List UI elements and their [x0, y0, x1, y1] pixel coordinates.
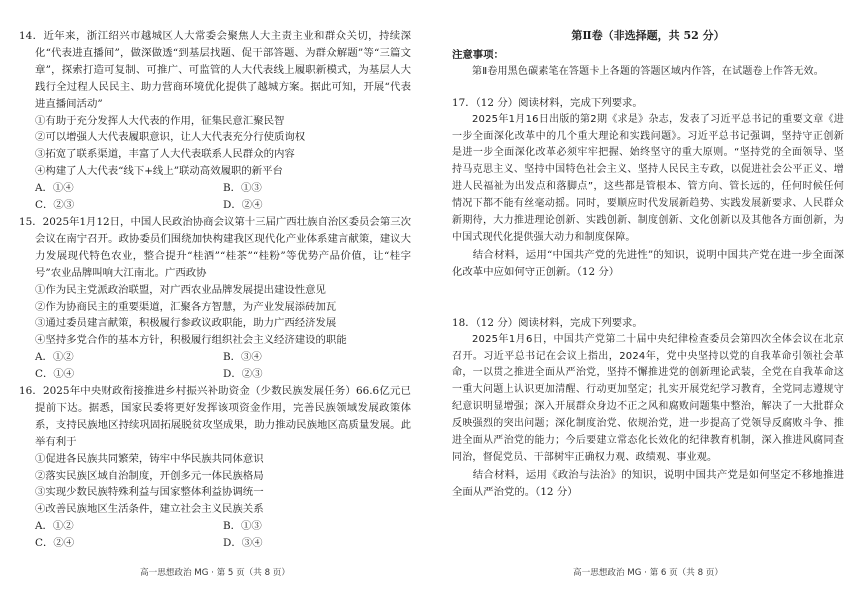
q16-options-row-1: [19, 518, 411, 535]
q14-option-b: B．①③: [223, 182, 262, 195]
q15-option-d: D．②③: [223, 368, 263, 381]
q18-question: 结合材料，运用《政治与法治》的知识，说明中国共产党是如何坚定不移地推进全面从严治党的。（12 分）: [452, 468, 844, 498]
q14-option-d: D．②④: [223, 199, 263, 212]
q18-material: 2025年1月6日，中国共产党第二十届中央纪律检查委员会第四次全体会议在北京召开。习近平总书记在会议上指出，2024年，党中央坚持以党的自我革命引领社会革命，一以贯之推进全面从严治党，坚持不懈推进党的创新理论武装，全党在自我革命这一重大问题上认识更加清醒、行动更加坚定；扎实开展党纪学习教育，全党同志遵规守纪意识明显增强；深入开展群众身边不正之风和腐败问题集中整治，解决了一大批群众反映强烈的突出问题；深化制度治党、依规治党，进一步提高了党领导反腐败斗争、推进全面从严治党的能力；今后要建立常态化长效化的纪律教育机制，深入推进风腐同查同治，督促党员、干部树牢正确权力观、政绩观、事业观。: [452, 333, 844, 463]
q14-item-2: ②可以增强人大代表履职意识，让人大代表充分行使质询权: [35, 131, 306, 144]
q14-item-4: ④构建了人大代表“线下+线上”联动高效履职的新平台: [35, 165, 283, 178]
question-15-stem: 15．2025年1月12日，中国人民政治协商会议第十三届广西壮族自治区委员会第三次会议在南宁召开。政协委员们围绕加快构建我区现代化产业体系建言献策，建议大力发展现代特色农业，整合提升“桂酒”“桂茶”“桂粉”等优势产品价值，让“桂字号”农业品牌叫响大江南北。广西政协: [19, 215, 411, 279]
q16-item-4: ④改善民族地区生活条件，建立社会主义民族关系: [35, 503, 264, 516]
q16-option-c: C．②④: [35, 537, 75, 550]
q16-item-3: ③实现少数民族特殊利益与国家整体利益协调统一: [35, 486, 264, 499]
q15-item-4: ④坚持多党合作的基本方针，积极履行组织社会主义经济建设的职能: [35, 334, 347, 347]
question-17-stem: 17．（12 分）阅读材料，完成下列要求。: [452, 96, 643, 109]
q16-option-a: A．①②: [35, 520, 74, 533]
left-page: [19, 28, 411, 552]
q17-question: 结合材料，运用“中国共产党的先进性”的知识，说明中国共产党在进一步全面深化改革中应如何守正创新。（12 分）: [452, 248, 844, 278]
notice-heading: 注意事项：: [452, 48, 504, 61]
q15-option-b: B．③④: [223, 351, 262, 364]
q14-options-row-1: [19, 180, 411, 197]
q14-options-row-2: [19, 197, 411, 214]
question-14-stem: 14．近年来，浙江绍兴市越城区人大常委会聚焦人大主责主业和群众关切，持续深化“代表进直播间”，做深做透“到基层找题、促干部答题、为群众解题”等“三篇文章”，探索打造可复制、可推广、可监管的人大代表线上履职新模式，为基层人大践行全过程人民民主、助力营商环境优化提供了越城方案。据此可知，开展“代表进直播间活动”: [19, 30, 411, 110]
q15-item-2: ②作为协商民主的重要渠道，汇聚各方智慧，为产业发展添砖加瓦: [35, 300, 337, 313]
section-title: 第Ⅱ卷（非选择题，共 52 分）: [571, 29, 725, 42]
q15-options-row-1: [19, 349, 411, 366]
q16-option-d: D．③④: [223, 537, 263, 550]
q16-item-1: ①促进各民族共同繁荣，铸牢中华民族共同体意识: [35, 452, 264, 465]
q15-item-3: ③通过委员建言献策，积极履行参政议政职能，助力广西经济发展: [35, 317, 337, 330]
right-page-footer: 高一思想政治 MG · 第 6 页（共 8 页）: [573, 568, 723, 578]
notice-text: 第Ⅱ卷用黑色碳素笔在答题卡上各题的答题区域内作答，在试题卷上作答无效。: [472, 65, 824, 77]
q16-item-2: ②落实民族区域自治制度，开创多元一体民族格局: [35, 469, 264, 482]
q14-option-c: C．②③: [35, 199, 75, 212]
q14-item-1: ①有助于充分发挥人大代表的作用，征集民意汇聚民智: [35, 114, 285, 127]
q16-options-row-2: [19, 535, 411, 552]
q14-item-3: ③拓宽了联系渠道，丰富了人大代表联系人民群众的内容: [35, 148, 295, 161]
q17-material: 2025年1月16日出版的第2期《求是》杂志，发表了习近平总书记的重要文章《进一步全面深化改革中的几个重大理论和实践问题》。习近平总书记强调，坚持守正创新是进一步全面深化改革必须牢牢把握、始终坚守的重大原则。“坚持党的全面领导、坚持马克思主义、坚持中国特色社会主义、坚持人民民主专政，以促进社会公平正义、增进人民福祉为出发点和落脚点”，这些都是管根本、管方向、管长远的，任何时候任何情况下都不能有丝毫动摇。同时，要顺应时代发展新趋势、实践发展新要求、人民群众新期待，大力推进理论创新、实践创新、制度创新、文化创新以及其他各方面创新，为中国式现代化提供强大动力和制度保障。: [452, 113, 844, 243]
q15-options-row-2: [19, 366, 411, 383]
q16-option-b: B．①③: [223, 520, 262, 533]
right-page: [452, 28, 844, 501]
question-16-stem: 16．2025年中央财政衔接推进乡村振兴补助资金（少数民族发展任务）66.6亿元已提前下达。据悉，国家民委将更好发挥该项资金作用，完善民族领域发展政策体系，支持民族地区持续巩固拓展脱贫攻坚成果，助力推动民族地区高质量发展。此举有利于: [19, 385, 411, 448]
q15-item-1: ①作为民主党派政治联盟，对广西农业品牌发展提出建设性意见: [35, 283, 326, 296]
q14-option-a: A．①④: [35, 182, 74, 195]
q15-option-a: A．①②: [35, 351, 74, 364]
question-18-stem: 18．（12 分）阅读材料，完成下列要求。: [452, 316, 643, 329]
left-page-footer: 高一思想政治 MG · 第 5 页（共 8 页）: [140, 568, 290, 578]
q15-option-c: C．①④: [35, 368, 75, 381]
